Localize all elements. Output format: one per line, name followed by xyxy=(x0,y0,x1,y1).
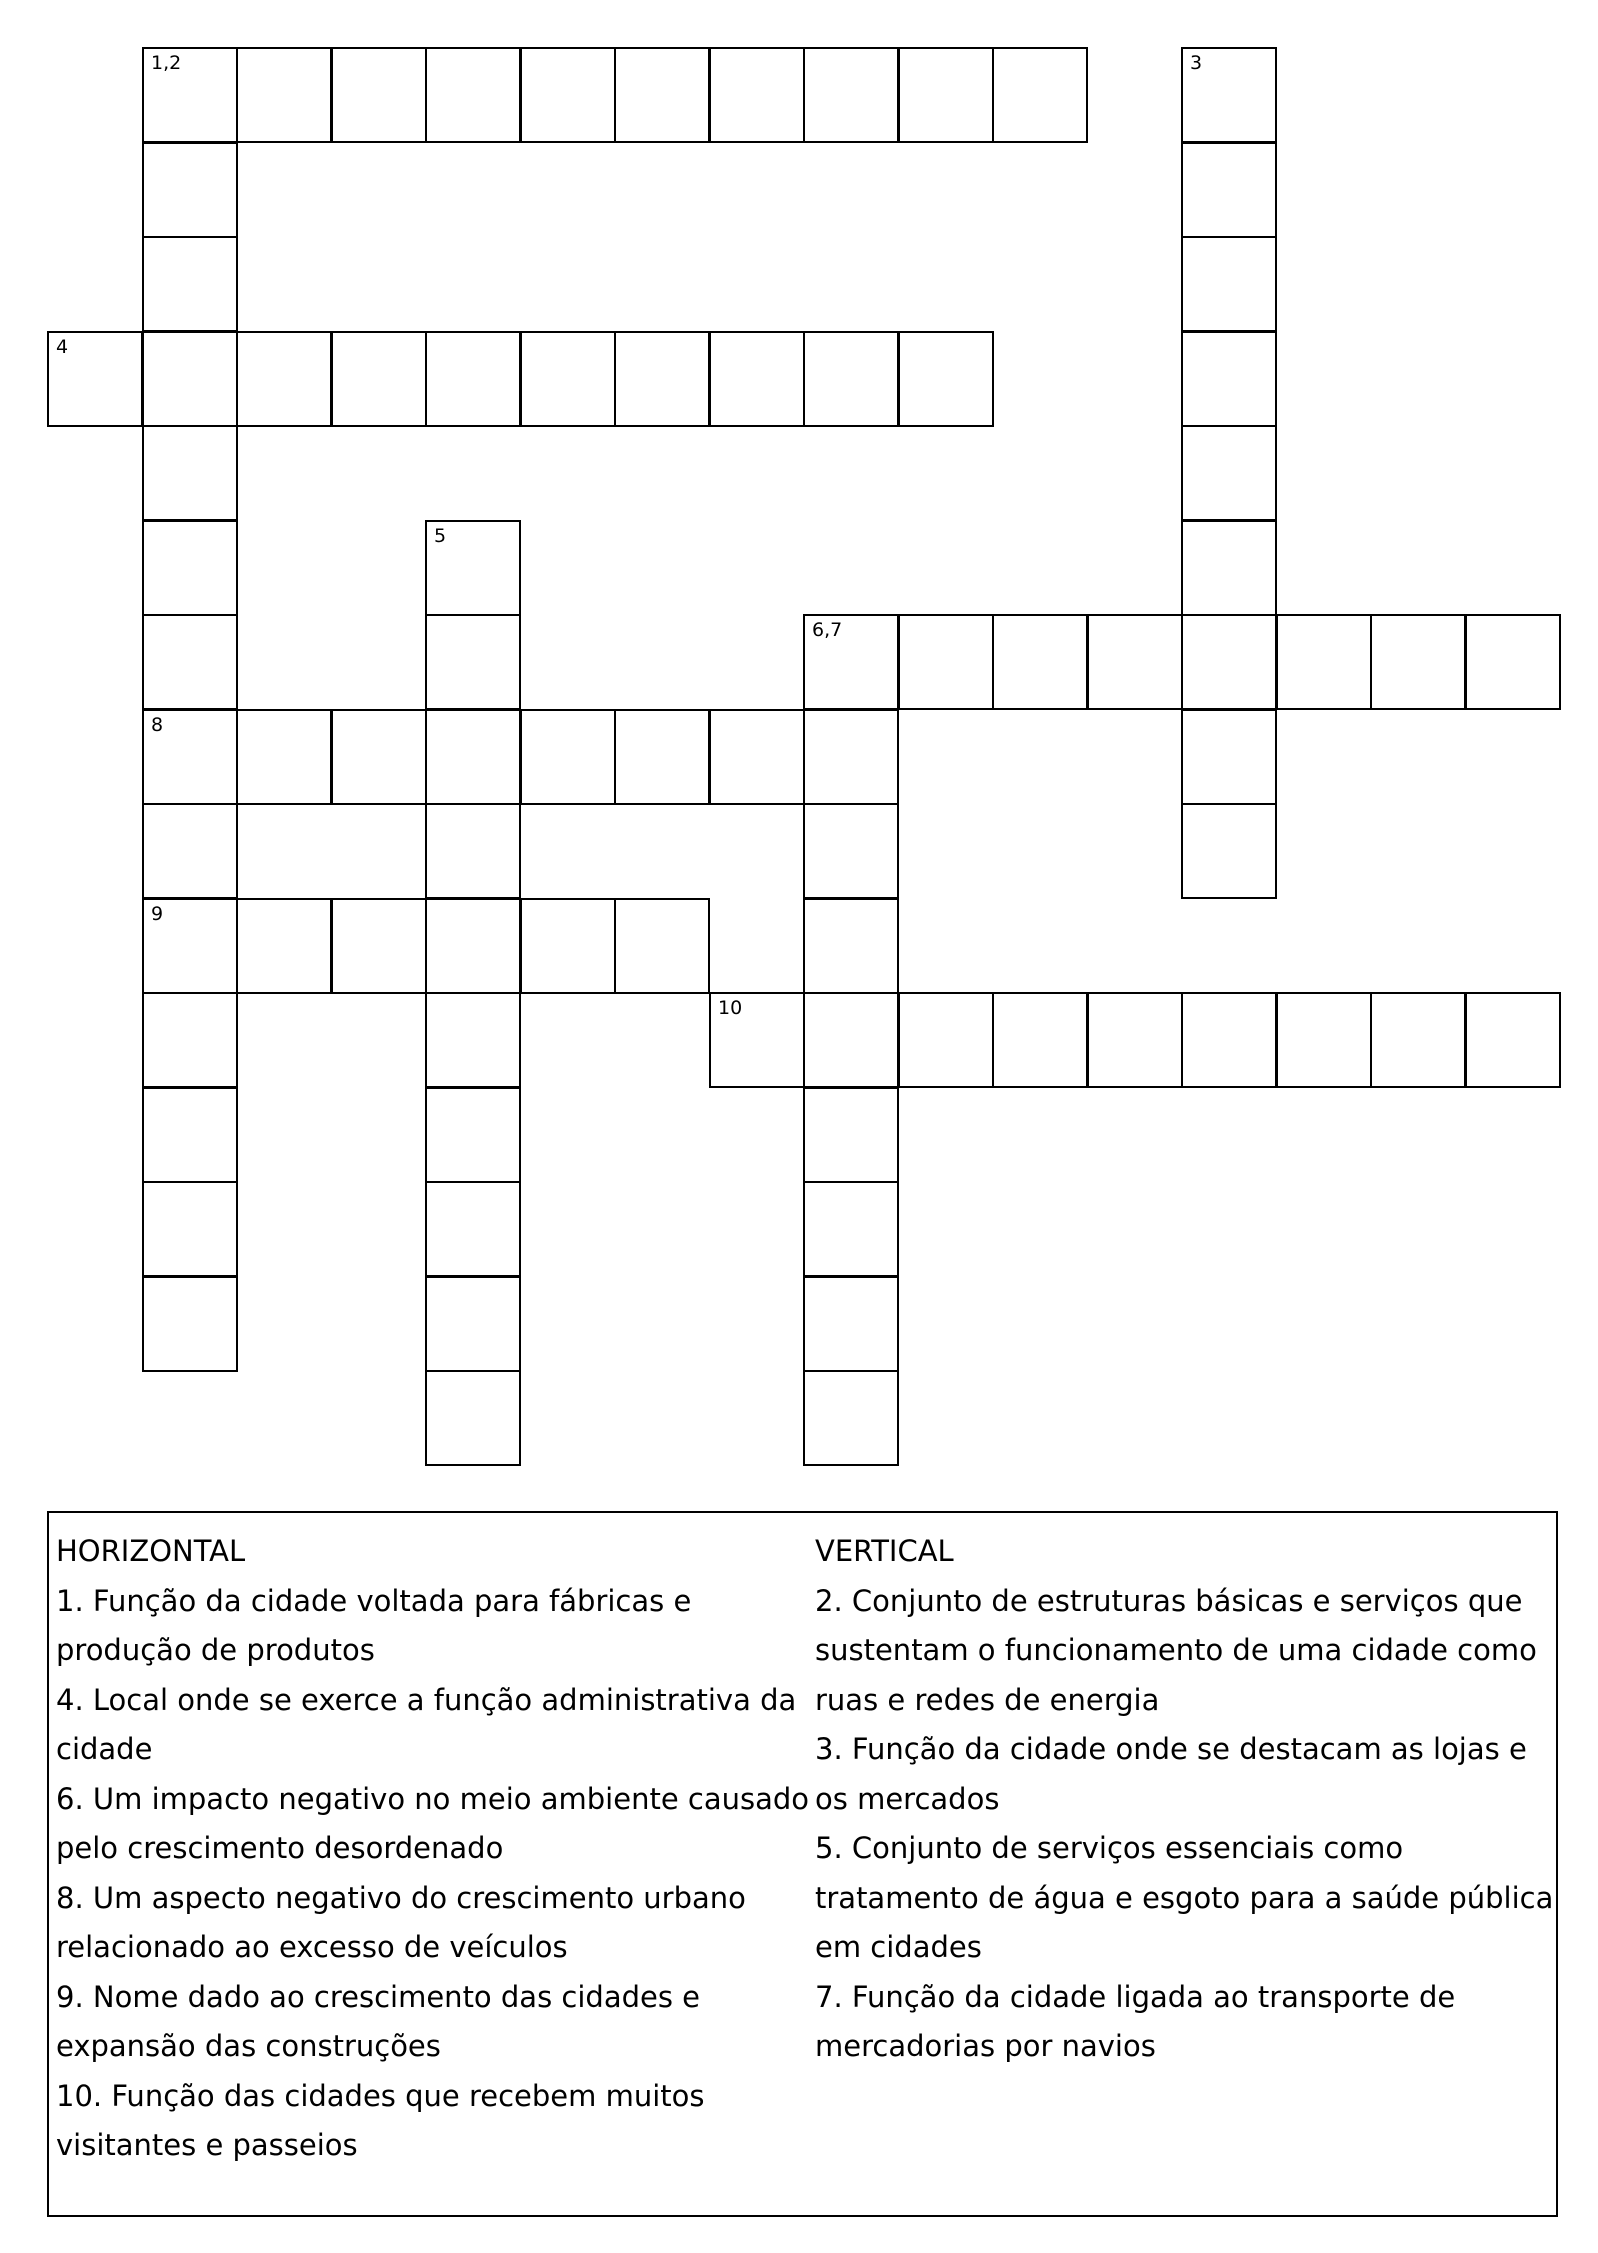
crossword-cell[interactable] xyxy=(1181,425,1277,521)
crossword-cell[interactable] xyxy=(709,331,805,427)
crossword-cell[interactable] xyxy=(425,898,521,994)
crossword-cell[interactable] xyxy=(709,709,805,805)
crossword-cell[interactable] xyxy=(425,709,521,805)
crossword-cell[interactable] xyxy=(142,803,238,899)
clue-vertical-7: 7. Função da cidade ligada ao transporte de mercadorias por navios xyxy=(815,1979,1456,2063)
crossword-cell[interactable] xyxy=(709,47,805,143)
crossword-cell[interactable] xyxy=(425,1087,521,1183)
crossword-cell[interactable] xyxy=(142,614,238,710)
crossword-cell[interactable] xyxy=(803,709,899,805)
crossword-cell[interactable] xyxy=(142,236,238,332)
crossword-cell[interactable] xyxy=(1087,614,1183,710)
crossword-cell[interactable] xyxy=(614,898,710,994)
crossword-cell[interactable] xyxy=(898,614,994,710)
crossword-cell[interactable] xyxy=(47,331,143,427)
crossword-cell[interactable] xyxy=(803,992,899,1088)
crossword-cell[interactable] xyxy=(236,898,332,994)
crossword-cell[interactable] xyxy=(236,47,332,143)
crossword-cell[interactable] xyxy=(1181,803,1277,899)
crossword-cell[interactable] xyxy=(803,331,899,427)
crossword-cell[interactable] xyxy=(425,803,521,899)
crossword-cell[interactable] xyxy=(1181,709,1277,805)
clue-vertical-2: 2. Conjunto de estruturas básicas e serviços que sustentam o funcionamento de uma cidade como ruas e redes de energia xyxy=(815,1583,1537,1717)
clue-horizontal-8: 8. Um aspecto negativo do crescimento urbano relacionado ao excesso de veículos xyxy=(56,1880,746,1964)
clue-horizontal-4: 4. Local onde se exerce a função administrativa da cidade xyxy=(56,1682,797,1766)
crossword-cell[interactable] xyxy=(520,331,616,427)
crossword-cell[interactable] xyxy=(992,992,1088,1088)
crossword-cell[interactable] xyxy=(142,709,238,805)
clue-number: 8 xyxy=(151,714,164,736)
crossword-cell[interactable] xyxy=(614,47,710,143)
horizontal-clues xyxy=(56,1527,811,2171)
crossword-cell[interactable] xyxy=(898,992,994,1088)
crossword-cell[interactable] xyxy=(898,331,994,427)
crossword-cell[interactable] xyxy=(425,331,521,427)
crossword-cell[interactable] xyxy=(1181,142,1277,238)
clues-box xyxy=(47,1511,1558,2217)
crossword-cell[interactable] xyxy=(142,47,238,143)
horizontal-heading: HORIZONTAL xyxy=(56,1534,246,1568)
crossword-cell[interactable] xyxy=(331,709,427,805)
crossword-cell[interactable] xyxy=(1370,992,1466,1088)
crossword-cell[interactable] xyxy=(803,614,899,710)
vertical-clues xyxy=(815,1527,1555,2072)
crossword-cell[interactable] xyxy=(520,709,616,805)
vertical-heading: VERTICAL xyxy=(815,1534,954,1568)
clue-vertical-3: 3. Função da cidade onde se destacam as lojas e os mercados xyxy=(815,1732,1527,1816)
crossword-cell[interactable] xyxy=(614,709,710,805)
crossword-cell[interactable] xyxy=(614,331,710,427)
crossword-cell[interactable] xyxy=(142,142,238,238)
clue-horizontal-6: 6. Um impacto negativo no meio ambiente causado pelo crescimento desordenado xyxy=(56,1781,810,1865)
crossword-cell[interactable] xyxy=(1087,992,1183,1088)
clue-number: 10 xyxy=(718,997,743,1019)
crossword-cell[interactable] xyxy=(1465,992,1561,1088)
clue-vertical-5: 5. Conjunto de serviços essenciais como tratamento de água e esgoto para a saúde pública em cidades xyxy=(815,1831,1554,1964)
crossword-cell[interactable] xyxy=(142,331,238,427)
clue-horizontal-1: 1. Função da cidade voltada para fábricas e produção de produtos xyxy=(56,1583,692,1667)
crossword-cell[interactable] xyxy=(992,614,1088,710)
crossword-cell[interactable] xyxy=(1465,614,1561,710)
crossword-cell[interactable] xyxy=(425,614,521,710)
clue-number: 1,2 xyxy=(151,52,182,74)
crossword-cell[interactable] xyxy=(1181,236,1277,332)
crossword-cell[interactable] xyxy=(803,1087,899,1183)
crossword-cell[interactable] xyxy=(142,898,238,994)
clue-number: 6,7 xyxy=(812,619,843,641)
crossword-cell[interactable] xyxy=(236,709,332,805)
crossword-cell[interactable] xyxy=(1181,520,1277,616)
crossword-cell[interactable] xyxy=(1181,614,1277,710)
crossword-cell[interactable] xyxy=(425,520,521,616)
clue-number: 3 xyxy=(1190,52,1203,74)
crossword-cell[interactable] xyxy=(1181,331,1277,427)
crossword-cell[interactable] xyxy=(803,898,899,994)
crossword-cell[interactable] xyxy=(142,520,238,616)
crossword-cell[interactable] xyxy=(331,47,427,143)
crossword-cell[interactable] xyxy=(236,331,332,427)
crossword-cell[interactable] xyxy=(1181,992,1277,1088)
crossword-cell[interactable] xyxy=(992,47,1088,143)
crossword-cell[interactable] xyxy=(709,992,805,1088)
crossword-cell[interactable] xyxy=(425,992,521,1088)
crossword-cell[interactable] xyxy=(520,898,616,994)
crossword-cell[interactable] xyxy=(803,803,899,899)
crossword-cell[interactable] xyxy=(425,1276,521,1372)
crossword-cell[interactable] xyxy=(142,1276,238,1372)
crossword-cell[interactable] xyxy=(425,1181,521,1277)
crossword-cell[interactable] xyxy=(1276,992,1372,1088)
crossword-cell[interactable] xyxy=(331,331,427,427)
clue-horizontal-9: 9. Nome dado ao crescimento das cidades e expansão das construções xyxy=(56,1979,701,2063)
clue-horizontal-10: 10. Função das cidades que recebem muitos visitantes e passeios xyxy=(56,2078,705,2162)
clue-number: 5 xyxy=(434,525,447,547)
crossword-cell[interactable] xyxy=(803,1370,899,1466)
crossword-cell[interactable] xyxy=(142,992,238,1088)
crossword-cell[interactable] xyxy=(1181,47,1277,143)
crossword-cell[interactable] xyxy=(425,1370,521,1466)
crossword-cell[interactable] xyxy=(520,47,616,143)
crossword-cell[interactable] xyxy=(425,47,521,143)
crossword-cell[interactable] xyxy=(331,898,427,994)
crossword-cell[interactable] xyxy=(142,1181,238,1277)
crossword-cell[interactable] xyxy=(142,1087,238,1183)
crossword-cell[interactable] xyxy=(142,425,238,521)
crossword-cell[interactable] xyxy=(1276,614,1372,710)
clue-number: 4 xyxy=(56,336,69,358)
crossword-cell[interactable] xyxy=(803,1276,899,1372)
clue-number: 9 xyxy=(151,903,164,925)
crossword-cell[interactable] xyxy=(803,1181,899,1277)
crossword-cell[interactable] xyxy=(898,47,994,143)
crossword-cell[interactable] xyxy=(1370,614,1466,710)
crossword-cell[interactable] xyxy=(803,47,899,143)
